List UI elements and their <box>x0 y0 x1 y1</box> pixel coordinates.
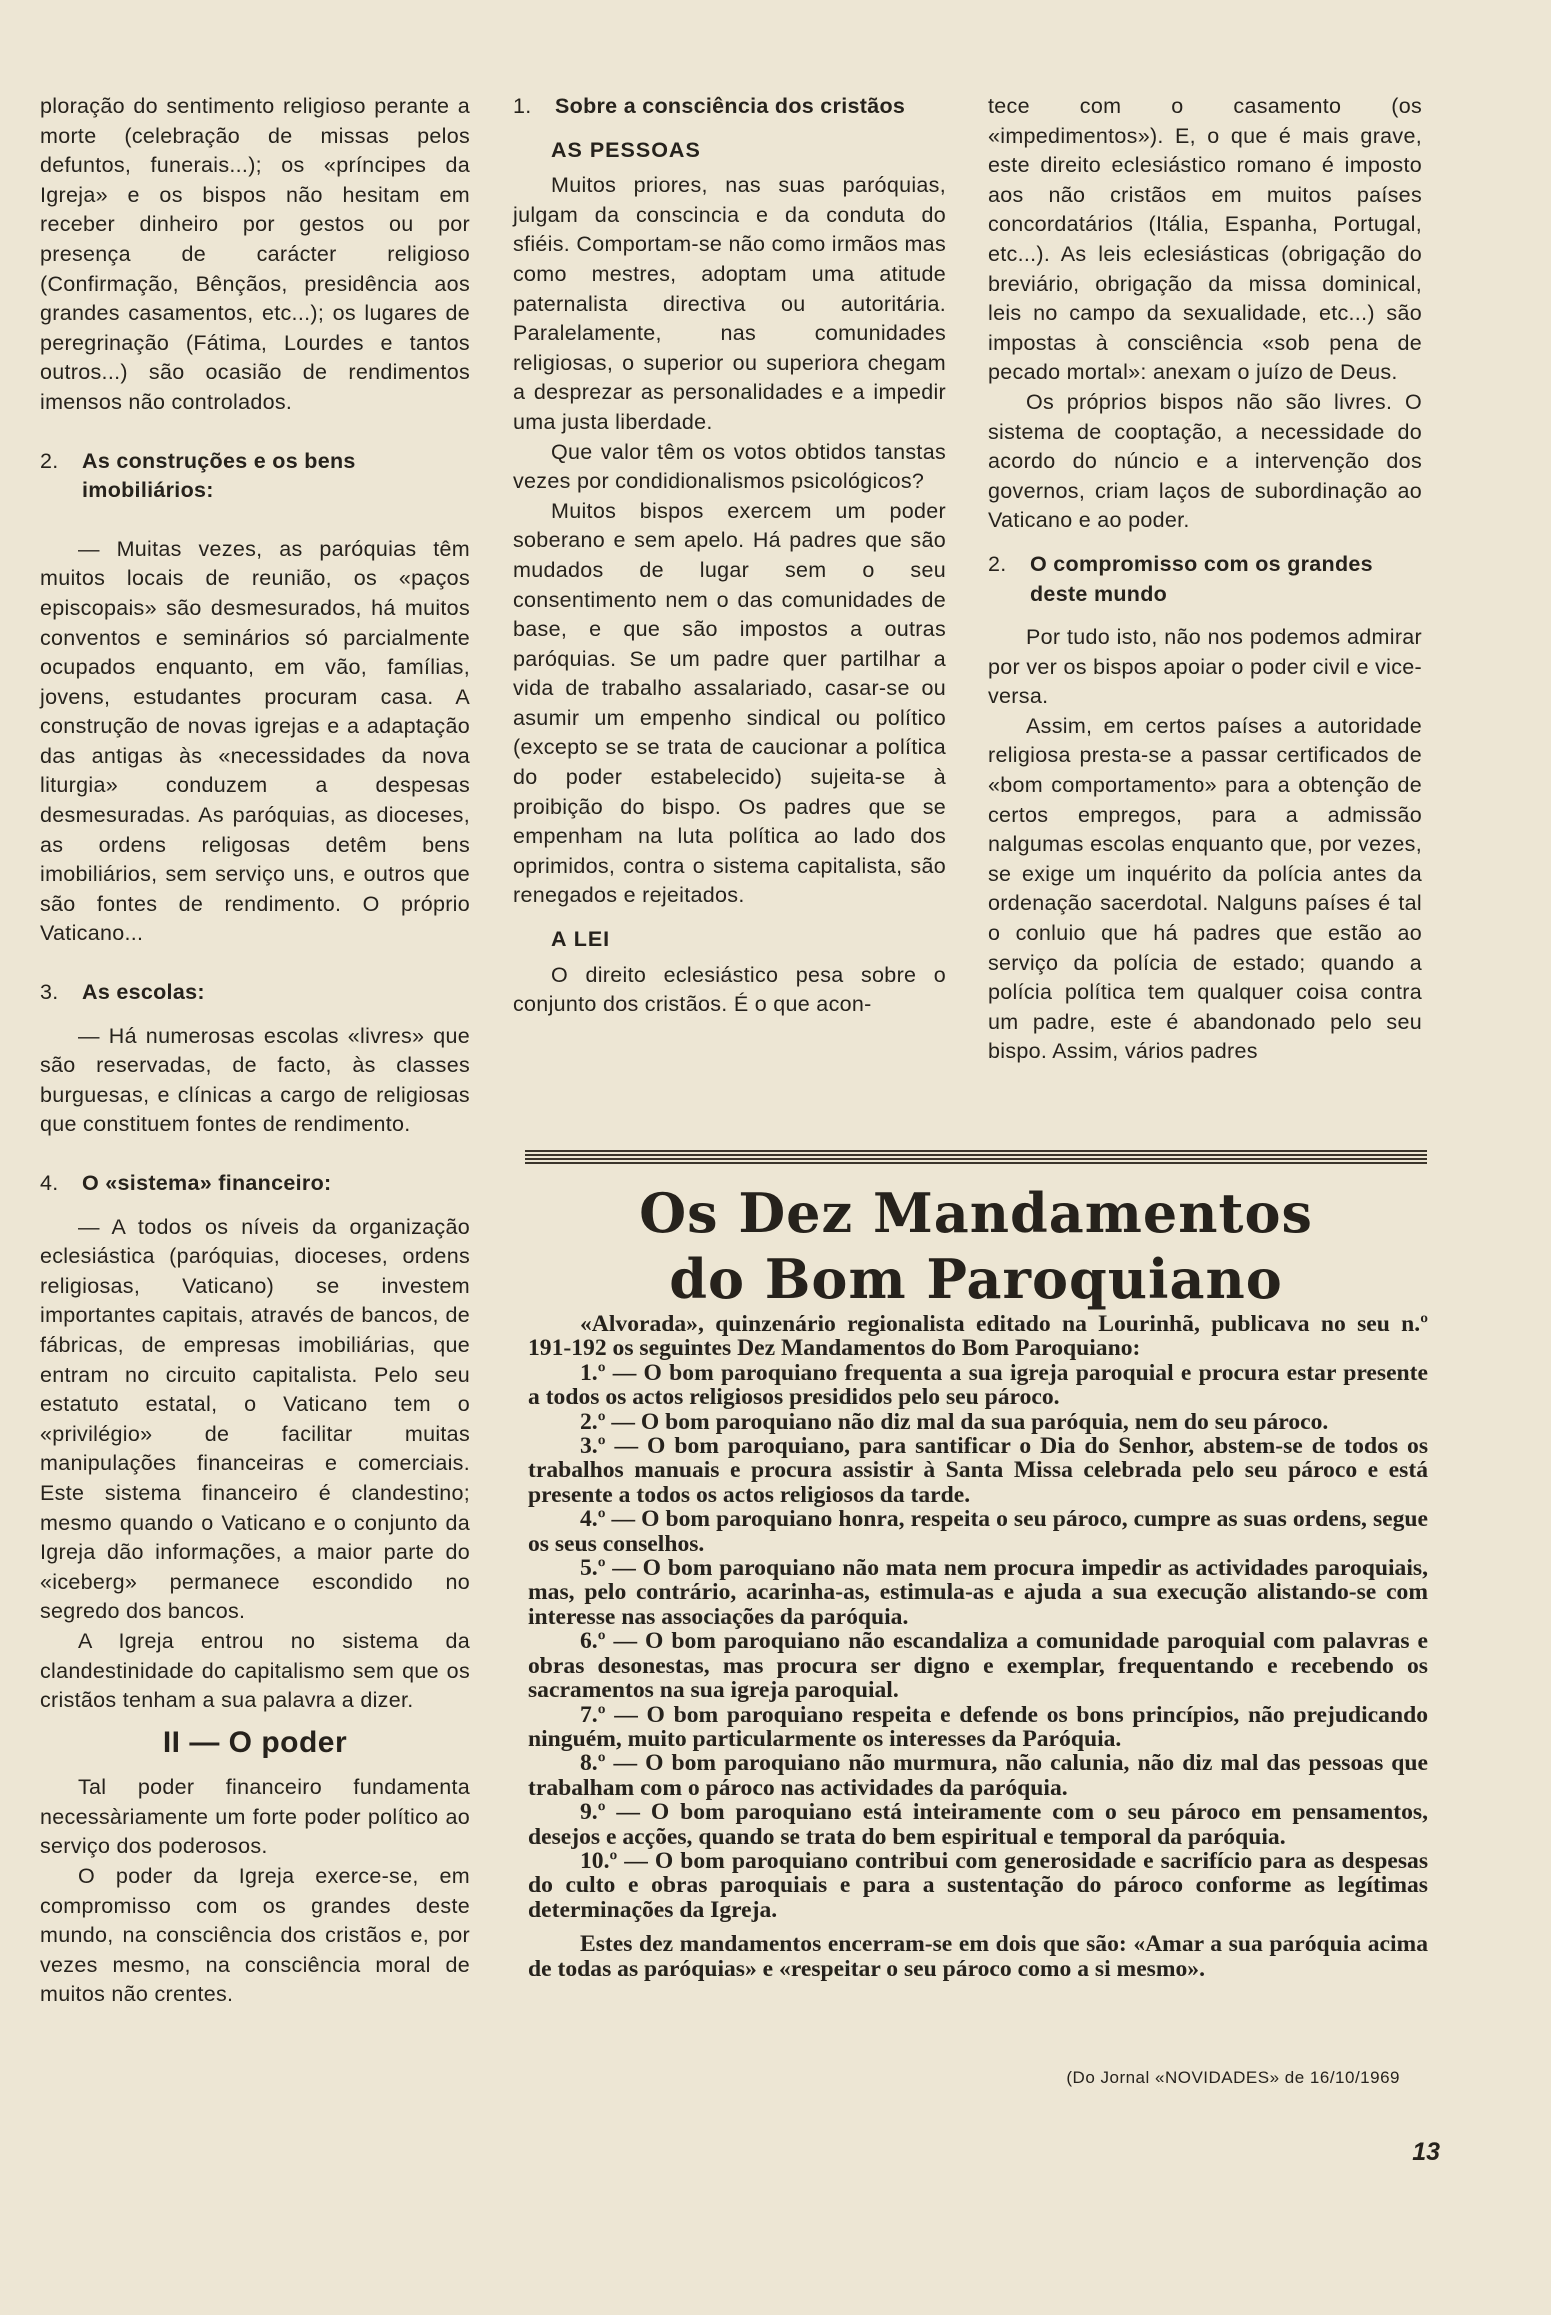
schools-paragraph: — Há numerosas escolas «livres» que são reservadas, de facto, às classes burguesas, e clínicas a cargo de religiosas que constituem fontes de rendimento. <box>40 1023 470 1137</box>
section-heading-conscience <box>513 92 946 122</box>
people-paragraph-3: Muitos bispos exercem um poder soberano e sem apelo. Há padres que são mudados de lugar sem o seu consentimento nem o das comunidades de base, e que são impostos a outras paróquias. Se um padre quer partilhar a vida de trabalho assalariado, casar-se ou asumir um empenho sindical ou político (excepto se se trata de caucionar a política do poder estabelecido) sujeita-se à proibição do bispo. Os padres que se empenham na luta política ao lado dos oprimidos, contra o sistema capitalista, são renegados e rejeitados. <box>513 498 946 908</box>
box-title <box>525 1180 1427 1312</box>
subheading-people: AS PESSOAS <box>551 137 701 162</box>
box-top-rule <box>525 1150 1427 1166</box>
commandment-item: 10.º — O bom paroquiano contribui com generosidade e sacrifício para as despesas do culto e obras paroquiais e para a sustentação do pároco conforme as legítimas determinações da Igreja. <box>528 1847 1428 1923</box>
compromise-paragraph-2: Assim, em certos países a autoridade religiosa presta-se a passar certificados de «bom comportamento» para a obtenção de certos empregos, para a admissão nalgumas escolas enquanto que, por vezes, se exige um inquérito da polícia antes da ordenação sacerdotal. Nalguns países é tal o conluio que há padres que estão ao serviço da polícia de estado; quando a polícia política tem qualquer coisa contra um padre, este é abandonado pelo seu bispo. Assim, vários padres <box>988 713 1422 1064</box>
commandment-item: 7.º — O bom paroquiano respeita e defende os bons princípios, não prejudicando ninguém, muito particularmente os interesses da Paróquia. <box>528 1701 1428 1752</box>
page-number: 13 <box>1412 2138 1440 2166</box>
buildings-paragraph: — Muitas vezes, as paróquias têm muitos locais de reunião, os «paços episcopais» são desmesurados, há muitos conventos e seminários só parcialmente ocupados enquanto, em vão, famílias, jovens, estudantes procuram casa. A construção de novas igrejas e a adaptação das antigas às «necessidades da nova liturgia» conduzem a despesas desmesuradas. As paróquias, as dioceses, as ordens religosas detêm bens imobiliários, sem serviço uns, e outros que são fontes de rendimento. O próprio Vaticano... <box>40 536 470 946</box>
column-right <box>988 92 1422 1067</box>
intro-paragraph: ploração do sentimento religioso perante a morte (celebração de missas pelos defuntos, funerais...); os «príncipes da Igreja» e os bispos não hesitam em receber dinheiro por gestos ou por presença de carácter religioso (Confirmação, Bênçãos, presidência aos grandes casamentos, etc...); os lugares de peregrinação (Fátima, Lourdes e tantos outros...) são ocasião de rendimentos imensos não controlados. <box>40 94 470 414</box>
section-title: Sobre a consciência dos cristãos <box>555 94 906 118</box>
financial-paragraph-2: A Igreja entrou no sistema da clandestinidade do capitalismo sem que os cristãos tenham a sua palavra a dizer. <box>40 1628 470 1713</box>
section-number: 3. <box>40 980 59 1005</box>
people-paragraph-1: Muitos priores, nas suas paróquias, julgam da conscincia e da conduta do sfiéis. Comportam-se não como irmãos mas como mestres, adoptam uma atitude paternalista directiva ou autoritária. Paralelamente, nas comunidades religiosas, o superior ou superiora chegam a desprezar as personalidades e a impedir uma justa liberdade. <box>513 173 946 434</box>
commandments-intro: «Alvorada», quinzenário regionalista editado na Lourinhã, publicava no seu n.º 191-192 os seguintes Dez Mandamentos do Bom Paroquiano: <box>528 1311 1428 1362</box>
section-heading-compromise <box>988 550 1422 609</box>
section-title: O «sistema» financeiro: <box>82 1171 332 1195</box>
bishops-paragraph: Os próprios bispos não são livres. O sistema de cooptação, a necessidade do acordo do núncio e a intervenção dos governos, criam laços de subordinação ao Vaticano e ao poder. <box>988 389 1422 533</box>
source-citation: (Do Jornal «NOVIDADES» de 16/10/1969 <box>1066 2068 1400 2087</box>
commandment-item: 2.º — O bom paroquiano não diz mal da sua paróquia, nem do seu pároco. <box>580 1408 1329 1435</box>
commandment-item: 9.º — O bom paroquiano está inteiramente com o seu pároco em pensamentos, desejos e acções, quando se trata do bem espiritual e temporal da paróquia. <box>528 1799 1428 1850</box>
law-paragraph: O direito eclesiástico pesa sobre o conjunto dos cristãos. É o que acon- <box>513 962 946 1017</box>
section-number: 4. <box>40 1171 59 1195</box>
part-title-power: II — O poder <box>162 1725 348 1759</box>
financial-paragraph: — A todos os níveis da organização eclesiástica (paróquias, dioceses, ordens religiosas, Vaticano) se investem importantes capitais, através de bancos, de fábricas, de empresas imobiliárias, que entram no circuito capitalista. Pelo seu estatuto estatal, o Vaticano tem o «privilégio» de facilitar muitas manipulações financeiras e comerciais. Este sistema financeiro é clandestino; mesmo quando o Vaticano e o conjunto da Igreja dão informações, a maior parte do «iceberg» permanece escondido no segredo dos bancos. <box>40 1214 470 1624</box>
compromise-paragraph-1: Por tudo isto, não nos podemos admirar por ver os bispos apoiar o poder civil e vice-versa. <box>988 625 1422 709</box>
subheading-law: A LEI <box>551 927 611 952</box>
commandment-item: 8.º — O bom paroquiano não murmura, não calunia, não diz mal das pessoas que trabalham com o pároco nas actividades da paróquia. <box>528 1750 1428 1801</box>
section-heading-schools <box>40 978 470 1008</box>
section-number: 2. <box>988 551 1007 576</box>
section-heading-financial-system <box>40 1169 470 1199</box>
commandment-item: 6.º — O bom paroquiano não escandaliza a comunidade paroquial com palavras e obras desonestas, mas procura ser digno e exemplar, frequentando e recebendo os sacramentos na sua igreja paroquial. <box>528 1628 1428 1704</box>
section-heading-buildings <box>40 447 470 506</box>
column-left <box>40 92 470 2010</box>
commandments-closing: Estes dez mandamentos encerram-se em dois que são: «Amar a sua paróquia acima de todas as paróquias» e «respeitar o seu pároco como a si mesmo». <box>528 1931 1428 1982</box>
section-title: O compromisso com os grandes deste mundo <box>1030 551 1373 606</box>
column-middle <box>513 92 946 1020</box>
box-title-line-1: Os Dez Mandamentos <box>639 1181 1313 1245</box>
section-number: 1. <box>513 94 532 118</box>
commandment-item: 1.º — O bom paroquiano frequenta a sua igreja paroquial e procura estar presente a todos os actos religiosos presididos pelo seu pároco. <box>528 1359 1428 1411</box>
commandment-item: 5.º — O bom paroquiano não mata nem procura impedir as actividades paroquiais, mas, pelo contrário, acarinha-as, estimula-as e ajuda a sua execução alistando-se com interesse nas associações da paróquia. <box>528 1555 1428 1630</box>
section-title: As construções e os bens imobiliários: <box>82 448 356 503</box>
law-paragraph-continued: tece com o casamento (os «impedimentos»). E, o que é mais grave, este direito eclesiástico romano é imposto aos não cristãos em muitos países concordatários (Itália, Espanha, Portugal, etc...). As leis eclesiásticas (obrigação do breviário, obrigação da missa dominical, leis no campo da sexualidade, etc...) são impostas à consciência «sob pena de pecado mortal»: anexam o juízo de Deus. <box>988 94 1422 385</box>
section-title: As escolas: <box>82 980 205 1005</box>
commandments-body <box>528 1312 1428 1981</box>
power-paragraph-1: Tal poder financeiro fundamenta necessàriamente um forte poder político ao serviço dos poderosos. <box>40 1775 470 1859</box>
box-title-line-2: do Bom Paroquiano <box>669 1247 1283 1311</box>
commandment-item: 3.º — O bom paroquiano, para santificar o Dia do Senhor, abstem-se de todos os trabalhos manuais e procura assistir à Santa Missa celebrada pelo seu pároco e está presente a todos os actos religiosos da tarde. <box>528 1433 1428 1508</box>
people-paragraph-2: Que valor têm os votos obtidos tanstas vezes por condidionalismos psicológicos? <box>513 439 946 494</box>
power-paragraph-2: O poder da Igreja exerce-se, em compromisso com os grandes deste mundo, na consciência dos cristãos e, por vezes mesmo, na consciência moral de muitos não crentes. <box>40 1864 470 2007</box>
section-number: 2. <box>40 448 59 473</box>
commandment-item: 4.º — O bom paroquiano honra, respeita o seu pároco, cumpre as suas ordens, segue os seus conselhos. <box>528 1506 1428 1557</box>
